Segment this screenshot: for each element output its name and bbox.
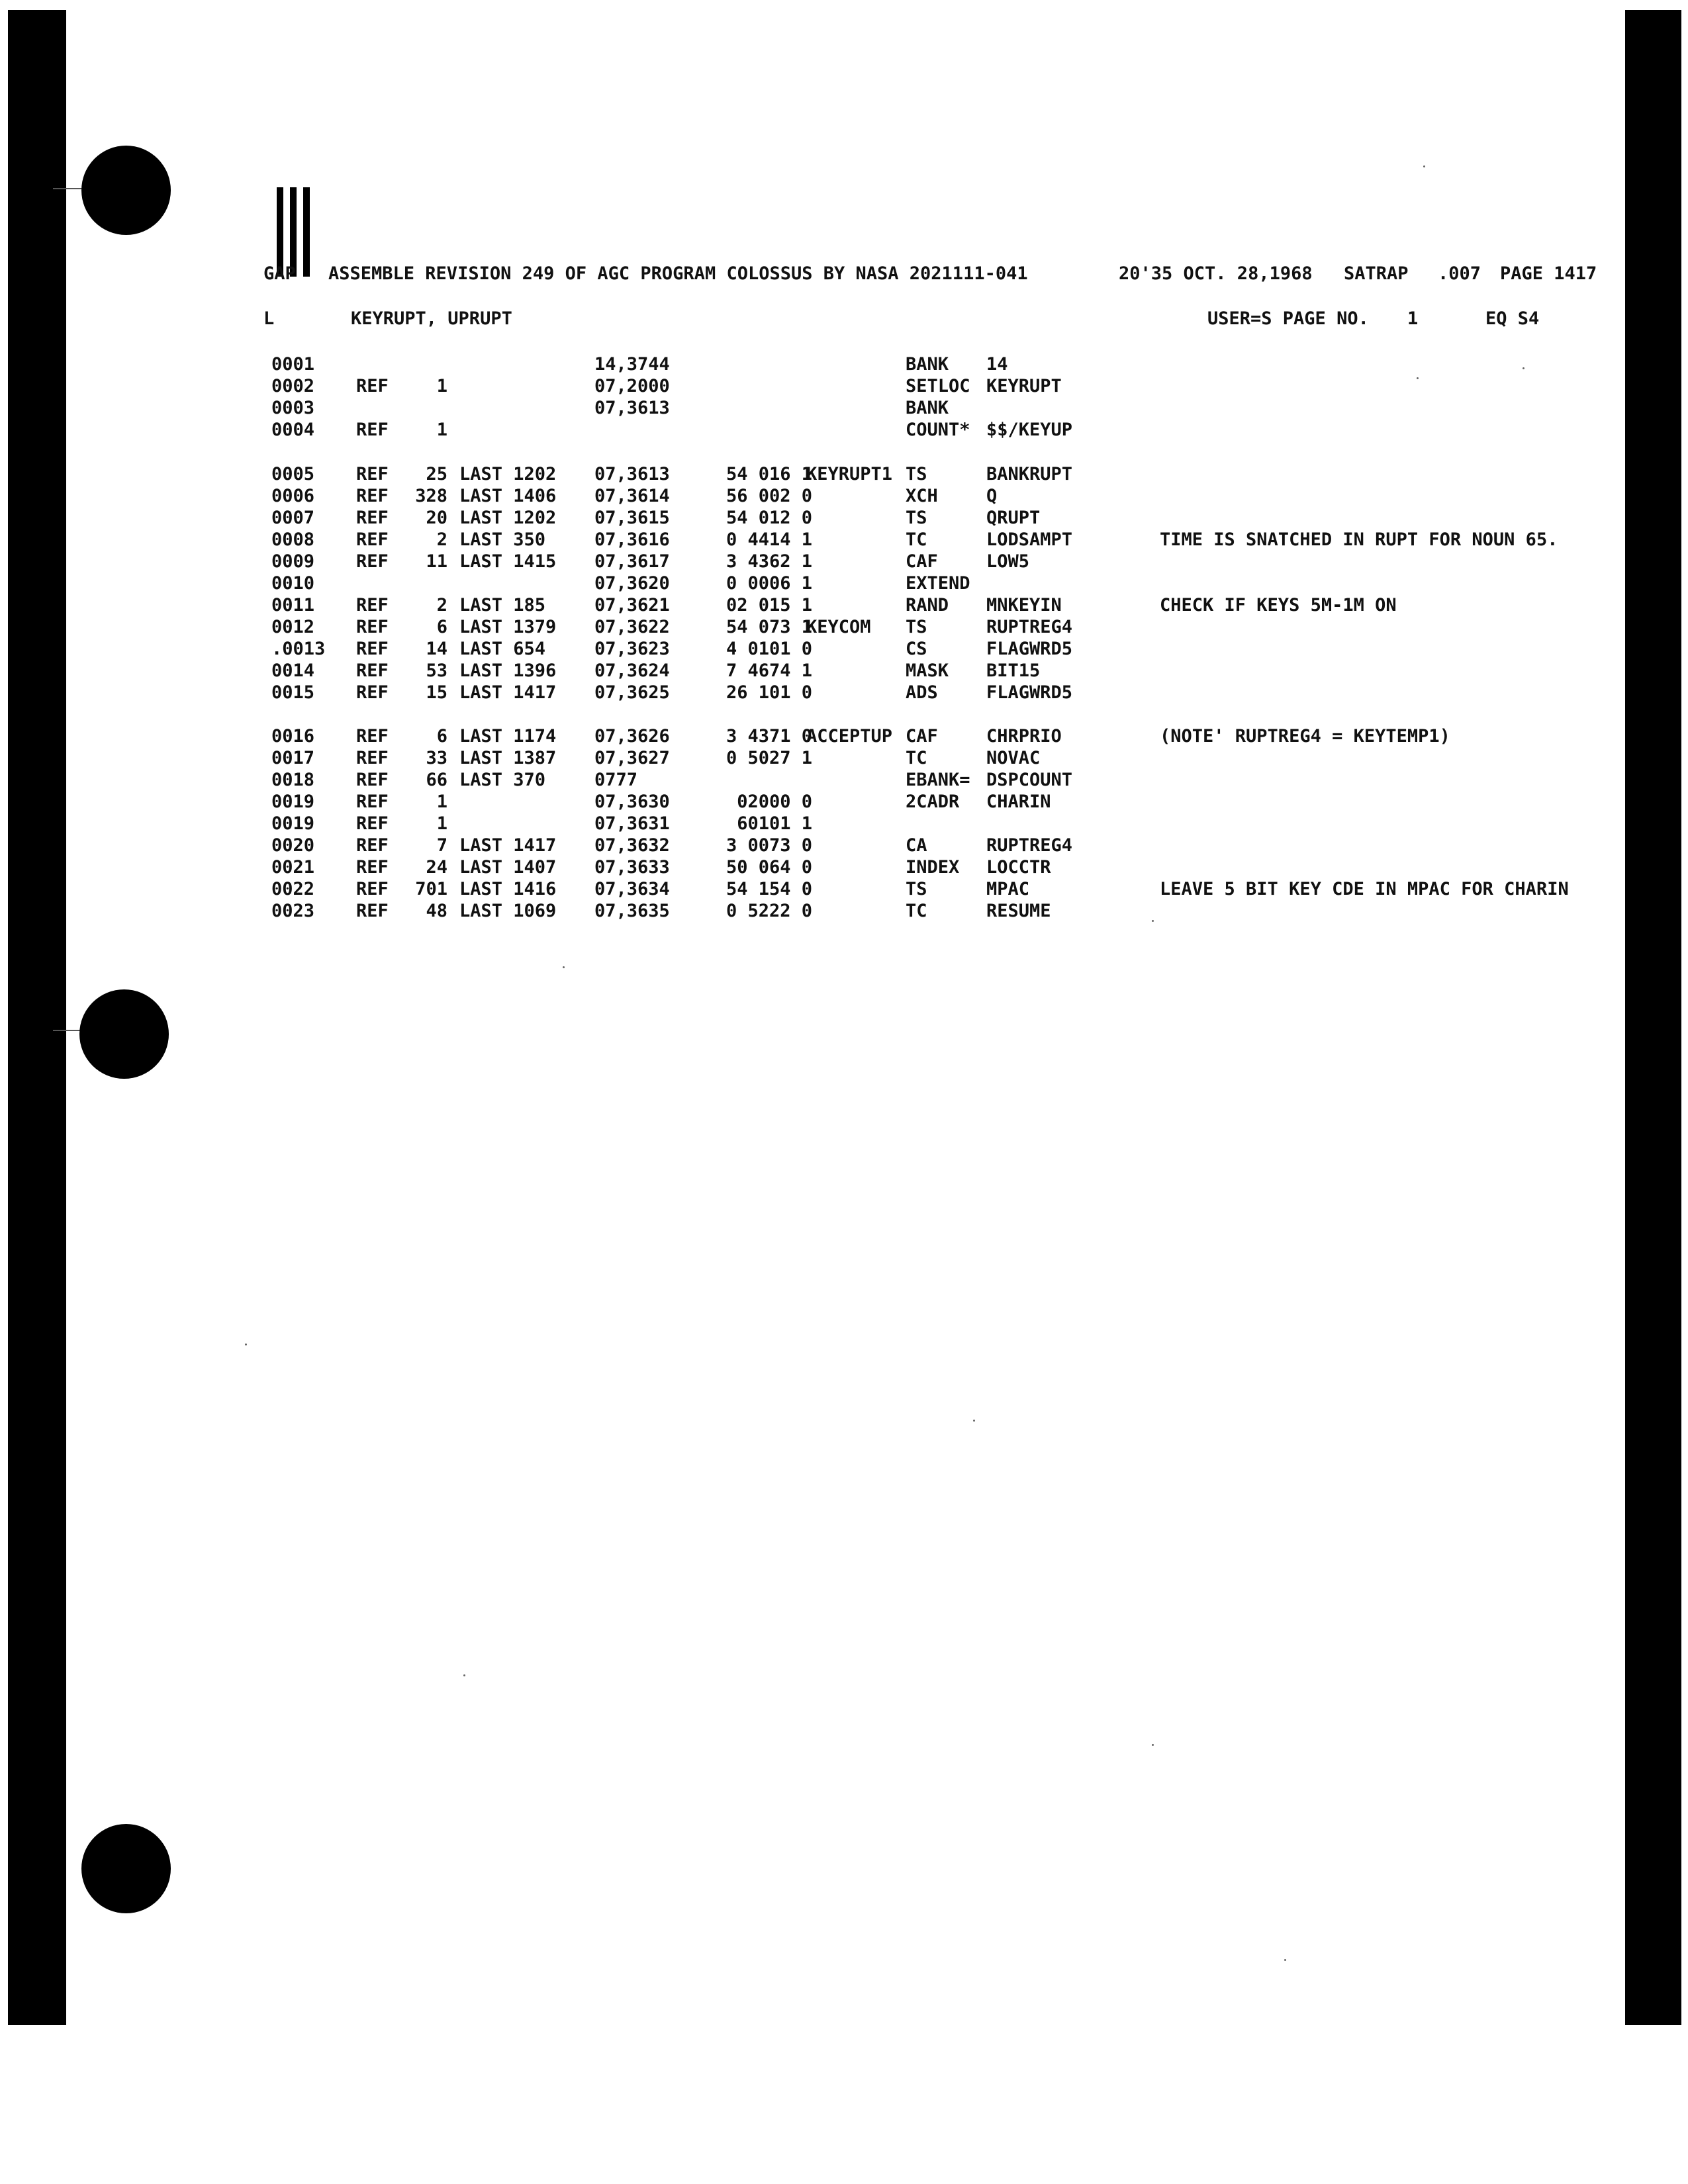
row-refn: 66 (426, 770, 447, 790)
row-op: TS (906, 508, 927, 528)
row-code: 0 0006 1 (726, 573, 812, 594)
row-operand: FLAGWRD5 (986, 682, 1073, 703)
row-operand: 14 (986, 354, 1008, 375)
row-op: TC (906, 529, 927, 550)
row-refn: 25 (426, 464, 447, 484)
row-last: LAST 1407 (459, 857, 557, 878)
row-op: TS (906, 879, 927, 899)
row-refn: 11 (426, 551, 447, 572)
users-page-number: 1 (1407, 308, 1419, 329)
row-addr: 07,3613 (594, 464, 670, 484)
row-addr: 07,3635 (594, 901, 670, 921)
row-ref: REF (356, 486, 389, 506)
row-op: BANK (906, 398, 949, 418)
row-seq: 0006 (271, 486, 315, 506)
row-addr: 14,3744 (594, 354, 670, 375)
row-op: TS (906, 617, 927, 637)
row-op: CS (906, 639, 927, 659)
row-ref: REF (356, 660, 389, 681)
row-addr: 07,3621 (594, 595, 670, 615)
row-ref: REF (356, 617, 389, 637)
row-seq: 0021 (271, 857, 315, 878)
row-operand: QRUPT (986, 508, 1041, 528)
row-refn: 328 (415, 486, 447, 506)
row-ref: REF (356, 770, 389, 790)
row-code: 0 5222 0 (726, 901, 812, 921)
row-code: 3 4371 0 (726, 726, 812, 747)
row-refn: 6 (436, 617, 447, 637)
row-addr: 07,3624 (594, 660, 670, 681)
row-addr: 07,3616 (594, 529, 670, 550)
listing-row (271, 660, 1595, 682)
listing-row (271, 595, 1595, 616)
row-op: COUNT* (906, 420, 970, 440)
row-seq: 0017 (271, 748, 315, 768)
row-operand: FLAGWRD5 (986, 639, 1073, 659)
row-operand: DSPCOUNT (986, 770, 1073, 790)
row-ref: REF (356, 595, 389, 615)
row-ref: REF (356, 835, 389, 856)
row-refn: 1 (436, 813, 447, 834)
row-addr: 07,3617 (594, 551, 670, 572)
row-comment: TIME IS SNATCHED IN RUPT FOR NOUN 65. (1160, 529, 1558, 550)
row-code: 0 4414 1 (726, 529, 812, 550)
row-last: LAST 1202 (459, 464, 557, 484)
row-ref: REF (356, 813, 389, 834)
row-refn: 1 (436, 420, 447, 440)
row-op: TC (906, 748, 927, 768)
row-code: 3 0073 0 (726, 835, 812, 856)
row-refn: 2 (436, 529, 447, 550)
row-seq: 0002 (271, 376, 315, 396)
row-seq: 0022 (271, 879, 315, 899)
row-refn: 53 (426, 660, 447, 681)
row-op: RAND (906, 595, 949, 615)
row-last: LAST 1202 (459, 508, 557, 528)
listing-row (271, 464, 1595, 485)
row-last: LAST 1406 (459, 486, 557, 506)
row-refn: 1 (436, 792, 447, 812)
row-code: 26 101 0 (726, 682, 812, 703)
row-seq: 0018 (271, 770, 315, 790)
row-seq: 0003 (271, 398, 315, 418)
row-code: 50 064 0 (726, 857, 812, 878)
row-last: LAST 1416 (459, 879, 557, 899)
listing-row (271, 573, 1595, 594)
listing-row (271, 682, 1595, 704)
row-refn: 48 (426, 901, 447, 921)
row-seq: 0005 (271, 464, 315, 484)
subheader-l: L (263, 308, 275, 329)
listing-row (271, 835, 1595, 856)
row-operand: RESUME (986, 901, 1051, 921)
row-seq: .0013 (271, 639, 326, 659)
row-code: 54 154 0 (726, 879, 812, 899)
row-code: 56 002 0 (726, 486, 812, 506)
row-seq: 0004 (271, 420, 315, 440)
eq-label: EQ S4 (1485, 308, 1540, 329)
row-refn: 6 (436, 726, 447, 747)
row-op: CA (906, 835, 927, 856)
row-operand: MNKEYIN (986, 595, 1062, 615)
row-ref: REF (356, 639, 389, 659)
row-code: 02 015 1 (726, 595, 812, 615)
speck (1284, 1959, 1286, 1961)
hole-tick (53, 188, 83, 189)
row-last: LAST 1417 (459, 835, 557, 856)
row-op: INDEX (906, 857, 960, 878)
row-op: ADS (906, 682, 938, 703)
row-operand: LOW5 (986, 551, 1030, 572)
row-code: 54 016 1 (726, 464, 812, 484)
row-last: LAST 1387 (459, 748, 557, 768)
header-page: PAGE 1417 (1500, 263, 1597, 284)
row-operand: MPAC (986, 879, 1030, 899)
listing-row (271, 617, 1595, 638)
row-code: 3 4362 1 (726, 551, 812, 572)
row-last: LAST 350 (459, 529, 546, 550)
left-margin-bar (8, 10, 66, 2025)
listing-subheader (263, 308, 1587, 331)
row-op: CAF (906, 551, 938, 572)
row-ref: REF (356, 420, 389, 440)
row-ref: REF (356, 682, 389, 703)
row-refn: 15 (426, 682, 447, 703)
row-last: LAST 1417 (459, 682, 557, 703)
row-refn: 7 (436, 835, 447, 856)
row-seq: 0012 (271, 617, 315, 637)
row-seq: 0009 (271, 551, 315, 572)
listing-row (271, 792, 1595, 813)
row-last: LAST 1069 (459, 901, 557, 921)
hole-tick (53, 1030, 83, 1031)
row-operand: KEYRUPT (986, 376, 1062, 396)
row-op: EBANK= (906, 770, 970, 790)
users-page-label: USER=S PAGE NO. (1207, 308, 1369, 329)
row-comment: (NOTE' RUPTREG4 = KEYTEMP1) (1160, 726, 1450, 747)
row-addr: 0777 (594, 770, 638, 790)
row-seq: 0011 (271, 595, 315, 615)
row-addr: 07,3634 (594, 879, 670, 899)
row-seq: 0001 (271, 354, 315, 375)
listing-row (271, 770, 1595, 791)
header-code: .007 (1438, 263, 1481, 284)
row-seq: 0007 (271, 508, 315, 528)
listing-row (271, 726, 1595, 747)
row-last: LAST 654 (459, 639, 546, 659)
row-comment: CHECK IF KEYS 5M-1M ON (1160, 595, 1397, 615)
right-margin-bar (1625, 10, 1681, 2025)
row-seq: 0010 (271, 573, 315, 594)
listing-row (271, 639, 1595, 660)
row-addr: 07,3630 (594, 792, 670, 812)
listing-row (271, 420, 1595, 441)
punch-hole (79, 989, 169, 1079)
row-refn: 1 (436, 376, 447, 396)
header-prefix: GAP (263, 263, 296, 284)
row-code: 60101 1 (737, 813, 812, 834)
row-addr: 07,3623 (594, 639, 670, 659)
row-addr: 07,3625 (594, 682, 670, 703)
row-operand: NOVAC (986, 748, 1041, 768)
listing-row (271, 901, 1595, 922)
row-code: 4 0101 0 (726, 639, 812, 659)
row-operand: RUPTREG4 (986, 835, 1073, 856)
row-addr: 07,3622 (594, 617, 670, 637)
row-addr: 07,3615 (594, 508, 670, 528)
listing-row (271, 486, 1595, 507)
row-addr: 07,3614 (594, 486, 670, 506)
row-ref: REF (356, 748, 389, 768)
row-code: 7 4674 1 (726, 660, 812, 681)
row-refn: 24 (426, 857, 447, 878)
row-label: KEYCOM (806, 617, 871, 637)
header-user: SATRAP (1344, 263, 1409, 284)
header-datetime: 20'35 OCT. 28,1968 (1119, 263, 1313, 284)
row-addr: 07,3627 (594, 748, 670, 768)
row-last: LAST 1415 (459, 551, 557, 572)
row-code: 54 073 1 (726, 617, 812, 637)
listing-row (271, 551, 1595, 572)
row-operand: $$/KEYUP (986, 420, 1073, 440)
listing-row (271, 529, 1595, 551)
row-operand: BIT15 (986, 660, 1041, 681)
row-code: 54 012 0 (726, 508, 812, 528)
row-ref: REF (356, 529, 389, 550)
listing-row (271, 813, 1595, 835)
row-ref: REF (356, 792, 389, 812)
row-label: ACCEPTUP (806, 726, 893, 747)
row-refn: 701 (415, 879, 447, 899)
row-op: SETLOC (906, 376, 970, 396)
listing-header (263, 263, 1607, 286)
row-addr: 07,3633 (594, 857, 670, 878)
row-seq: 0014 (271, 660, 315, 681)
speck (563, 966, 565, 968)
row-addr: 07,3632 (594, 835, 670, 856)
row-last: LAST 1174 (459, 726, 557, 747)
row-op: XCH (906, 486, 938, 506)
row-addr: 07,2000 (594, 376, 670, 396)
row-ref: REF (356, 508, 389, 528)
row-ref: REF (356, 857, 389, 878)
row-ref: REF (356, 464, 389, 484)
row-last: LAST 370 (459, 770, 546, 790)
row-code: 02000 0 (737, 792, 812, 812)
row-refn: 2 (436, 595, 447, 615)
speck (245, 1343, 247, 1345)
punch-hole (81, 146, 171, 235)
speck (1523, 367, 1524, 369)
row-op: BANK (906, 354, 949, 375)
row-operand: CHARIN (986, 792, 1051, 812)
row-ref: REF (356, 901, 389, 921)
row-seq: 0015 (271, 682, 315, 703)
row-seq: 0019 (271, 813, 315, 834)
header-title: ASSEMBLE REVISION 249 OF AGC PROGRAM COLOSSUS BY NASA 2021111-041 (328, 263, 1028, 284)
row-label: KEYRUPT1 (806, 464, 893, 484)
row-op: EXTEND (906, 573, 970, 594)
row-seq: 0019 (271, 792, 315, 812)
row-op: TS (906, 464, 927, 484)
row-last: LAST 185 (459, 595, 546, 615)
row-addr: 07,3626 (594, 726, 670, 747)
listing-row (271, 748, 1595, 769)
listing-row (271, 857, 1595, 878)
row-addr: 07,3620 (594, 573, 670, 594)
row-addr: 07,3613 (594, 398, 670, 418)
speck (973, 1420, 975, 1422)
row-seq: 0020 (271, 835, 315, 856)
row-operand: Q (986, 486, 998, 506)
speck (463, 1674, 465, 1676)
row-op: TC (906, 901, 927, 921)
row-op: MASK (906, 660, 949, 681)
row-operand: LODSAMPT (986, 529, 1073, 550)
row-refn: 20 (426, 508, 447, 528)
listing-row (271, 508, 1595, 529)
row-ref: REF (356, 726, 389, 747)
row-addr: 07,3631 (594, 813, 670, 834)
row-seq: 0016 (271, 726, 315, 747)
row-refn: 14 (426, 639, 447, 659)
row-last: LAST 1379 (459, 617, 557, 637)
row-ref: REF (356, 376, 389, 396)
row-last: LAST 1396 (459, 660, 557, 681)
listing-row (271, 354, 1595, 375)
listing-row (271, 398, 1595, 419)
listing-row (271, 879, 1595, 900)
row-code: 0 5027 1 (726, 748, 812, 768)
row-seq: 0008 (271, 529, 315, 550)
row-op: CAF (906, 726, 938, 747)
row-refn: 33 (426, 748, 447, 768)
row-op: 2CADR (906, 792, 960, 812)
speck (1423, 165, 1425, 167)
punch-hole (81, 1824, 171, 1913)
row-operand: RUPTREG4 (986, 617, 1073, 637)
speck (1152, 920, 1154, 922)
row-operand: BANKRUPT (986, 464, 1073, 484)
speck (1152, 1744, 1154, 1746)
row-operand: LOCCTR (986, 857, 1051, 878)
section-title: KEYRUPT, UPRUPT (351, 308, 512, 329)
speck (1417, 377, 1419, 379)
row-operand: CHRPRIO (986, 726, 1062, 747)
row-comment: LEAVE 5 BIT KEY CDE IN MPAC FOR CHARIN (1160, 879, 1569, 899)
row-ref: REF (356, 879, 389, 899)
listing-row (271, 376, 1595, 397)
row-ref: REF (356, 551, 389, 572)
row-seq: 0023 (271, 901, 315, 921)
